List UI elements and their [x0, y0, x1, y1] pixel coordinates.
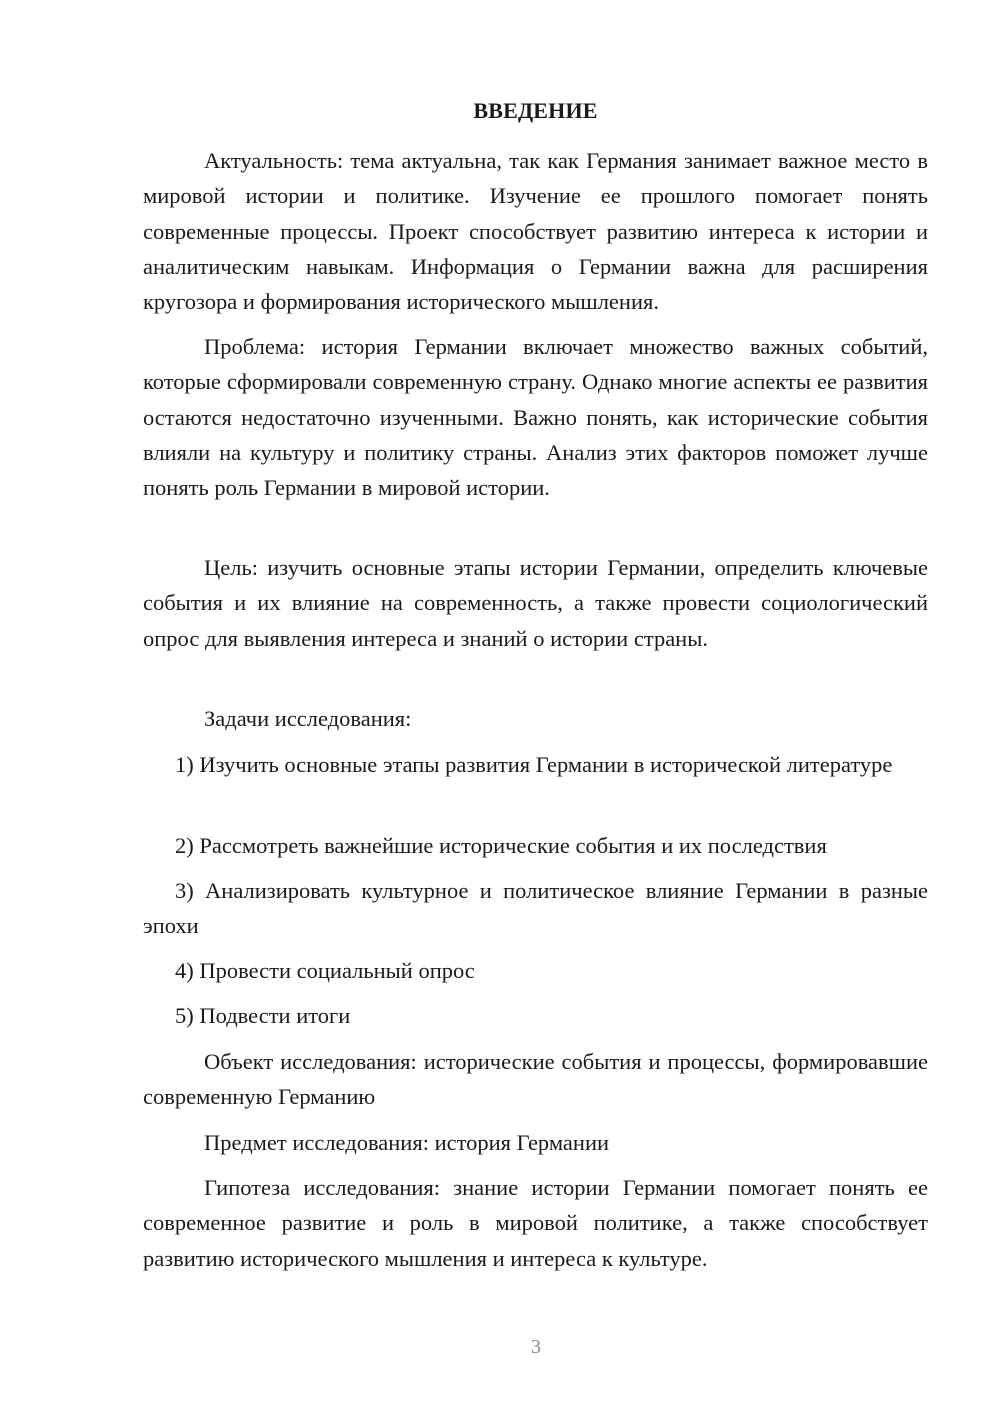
problem-paragraph: Проблема: история Германии включает множество важных событий, которые сформировали современную страну. Однако многие аспекты ее развития остаются недостаточно изученными. Важно понять, как исторические события влияли на культуру и политику страны. Анализ этих факторов поможет лучше понять роль Германии в мировой истории.	[143, 334, 928, 501]
page-number: 3	[531, 1336, 541, 1358]
page-title: ВВЕДЕНИЕ	[473, 98, 598, 123]
subject-paragraph: Предмет исследования: история Германии	[204, 1130, 610, 1155]
goal-paragraph: Цель: изучить основные этапы истории Германии, определить ключевые события и их влияние на современность, а также провести социологический опрос для выявления интереса и знаний о истории страны.	[143, 555, 928, 651]
task-item-2: 2) Рассмотреть важнейшие исторические события и их последствия	[175, 833, 827, 858]
object-paragraph: Объект исследования: исторические события и процессы, формировавшие современную Германию	[143, 1049, 928, 1110]
task-item-1: 1) Изучить основные этапы развития Германии в исторической литературе	[175, 752, 893, 777]
task-item-5: 5) Подвести итоги	[175, 1003, 351, 1028]
task-item-3: 3) Анализировать культурное и политическое влияние Германии в разные эпохи	[143, 878, 928, 939]
task-item-4: 4) Провести социальный опрос	[175, 958, 475, 983]
relevance-paragraph: Актуальность: тема актуальна, так как Германия занимает важное место в мировой истории и политике. Изучение ее прошлого помогает понять современные процессы. Проект способствует развитию интереса к истории и аналитическим навыкам. Информация о Германии важна для расширения кругозора и формирования исторического мышления.	[143, 148, 928, 315]
hypothesis-paragraph: Гипотеза исследования: знание истории Германии помогает понять ее современное развитие и роль в мировой политике, а также способствует развитию исторического мышления и интереса к культуре.	[143, 1175, 928, 1271]
tasks-heading: Задачи исследования:	[204, 706, 412, 731]
